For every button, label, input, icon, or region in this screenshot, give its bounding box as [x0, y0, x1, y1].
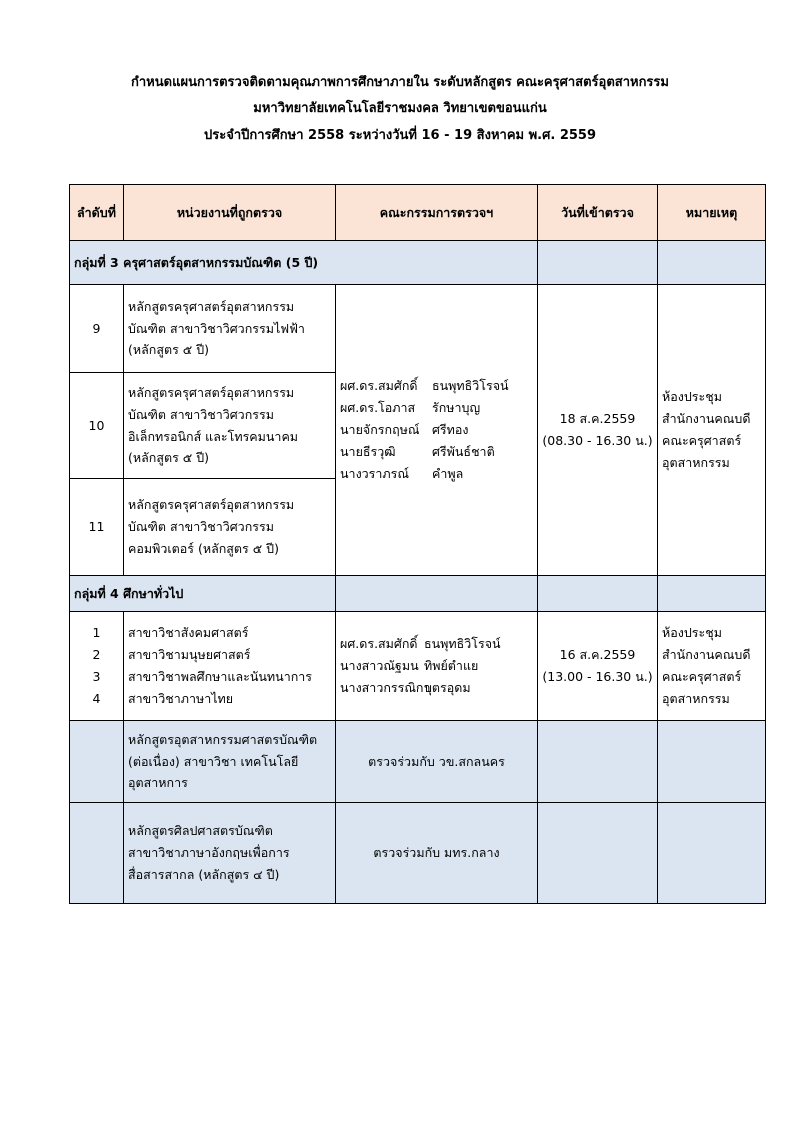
table-row	[70, 803, 766, 904]
committee-group-3: ผศ.ดร.สมศักดิ์ ธนพุทธิวิโรจน์ ผศ.ดร.โอภาส รักษาบุญ นายจักรกฤษณ์ ศรีทอง นายธีรวุฒิ ศรีพันธ์ชาติ นางวราภรณ์ คำพูล	[336, 285, 538, 576]
group-row-3	[70, 241, 766, 285]
col-header-note: หมายเหตุ	[658, 185, 766, 241]
row-unit: หลักสูตรครุศาสตร์อุตสาหกรรม บัณฑิต สาขาวิชาวิศวกรรม อิเล็กทรอนิกส์ และโทรคมนาคม (หลักสูตร ๕ ปี)	[124, 373, 336, 479]
row-no: 10	[70, 373, 124, 479]
table-row	[70, 721, 766, 803]
row-no: 9	[70, 285, 124, 373]
col-header-unit: หน่วยงานที่ถูกตรวจ	[124, 185, 336, 241]
committee-group-4: ผศ.ดร.สมศักดิ์ ธนพุทธิวิโรจน์ นางสาวณัฐมน ทิพย์ตำแย นางสาวกรรณิกา บุตรอุดม	[336, 612, 538, 721]
group-row-4	[70, 576, 766, 612]
col-header-no: ลำดับที่	[70, 185, 124, 241]
doc-title-line3: ประจำปีการศึกษา 2558 ระหว่างวันที่ 16 - 19 สิงหาคม พ.ศ. 2559	[203, 128, 597, 143]
doc-title-line2: มหาวิทยาลัยเทคโนโลยีราชมงคล วิทยาเขตขอนแก่น	[253, 101, 547, 116]
row-unit: หลักสูตรครุศาสตร์อุตสาหกรรม บัณฑิต สาขาวิชาวิศวกรรมไฟฟ้า (หลักสูตร ๕ ปี)	[124, 285, 336, 373]
date-group-4: 16 ส.ค.2559 (13.00 - 16.30 น.)	[538, 612, 658, 721]
table-header-row	[70, 185, 766, 241]
note-group-4: ห้องประชุม สำนักงานคณบดี คณะครุศาสตร์ อุตสาหกรรม	[658, 612, 766, 721]
row-committee: ตรวจร่วมกับ มทร.กลาง	[336, 803, 538, 904]
group-title-3: กลุ่มที่ 3 ครุศาสตร์อุตสาหกรรมบัณฑิต (5 ปี)	[70, 241, 538, 285]
schedule-table	[69, 184, 766, 904]
row-no-list: 1 2 3 4	[70, 612, 124, 721]
note-group-3: ห้องประชุม สำนักงานคณบดี คณะครุศาสตร์ อุตสาหกรรม	[658, 285, 766, 576]
row-committee: ตรวจร่วมกับ วข.สกลนคร	[336, 721, 538, 803]
doc-title-line1: กำหนดแผนการตรวจติดตามคุณภาพการศึกษาภายใน ระดับหลักสูตร คณะครุศาสตร์อุตสาหกรรม	[131, 75, 669, 90]
table-row	[70, 285, 766, 373]
col-header-date: วันที่เข้าตรวจ	[538, 185, 658, 241]
col-header-committee: คณะกรรมการตรวจฯ	[336, 185, 538, 241]
row-no: 11	[70, 479, 124, 576]
row-unit: หลักสูตรครุศาสตร์อุตสาหกรรม บัณฑิต สาขาวิชาวิศวกรรม คอมพิวเตอร์ (หลักสูตร ๕ ปี)	[124, 479, 336, 576]
row-unit-list: สาขาวิชาสังคมศาสตร์ สาขาวิชามนุษยศาสตร์ สาขาวิชาพลศึกษาและนันทนาการ สาขาวิชาภาษาไทย	[124, 612, 336, 721]
row-unit: หลักสูตรอุตสาหกรรมศาสตรบัณฑิต (ต่อเนื่อง) สาขาวิชา เทคโนโลยี อุตสาหการ	[124, 721, 336, 803]
group-title-4: กลุ่มที่ 4 ศึกษาทั่วไป	[70, 576, 336, 612]
date-group-3: 18 ส.ค.2559 (08.30 - 16.30 น.)	[538, 285, 658, 576]
row-unit: หลักสูตรศิลปศาสตรบัณฑิต สาขาวิชาภาษาอังกฤษเพื่อการ สื่อสารสากล (หลักสูตร ๔ ปี)	[124, 803, 336, 904]
table-row	[70, 612, 766, 721]
